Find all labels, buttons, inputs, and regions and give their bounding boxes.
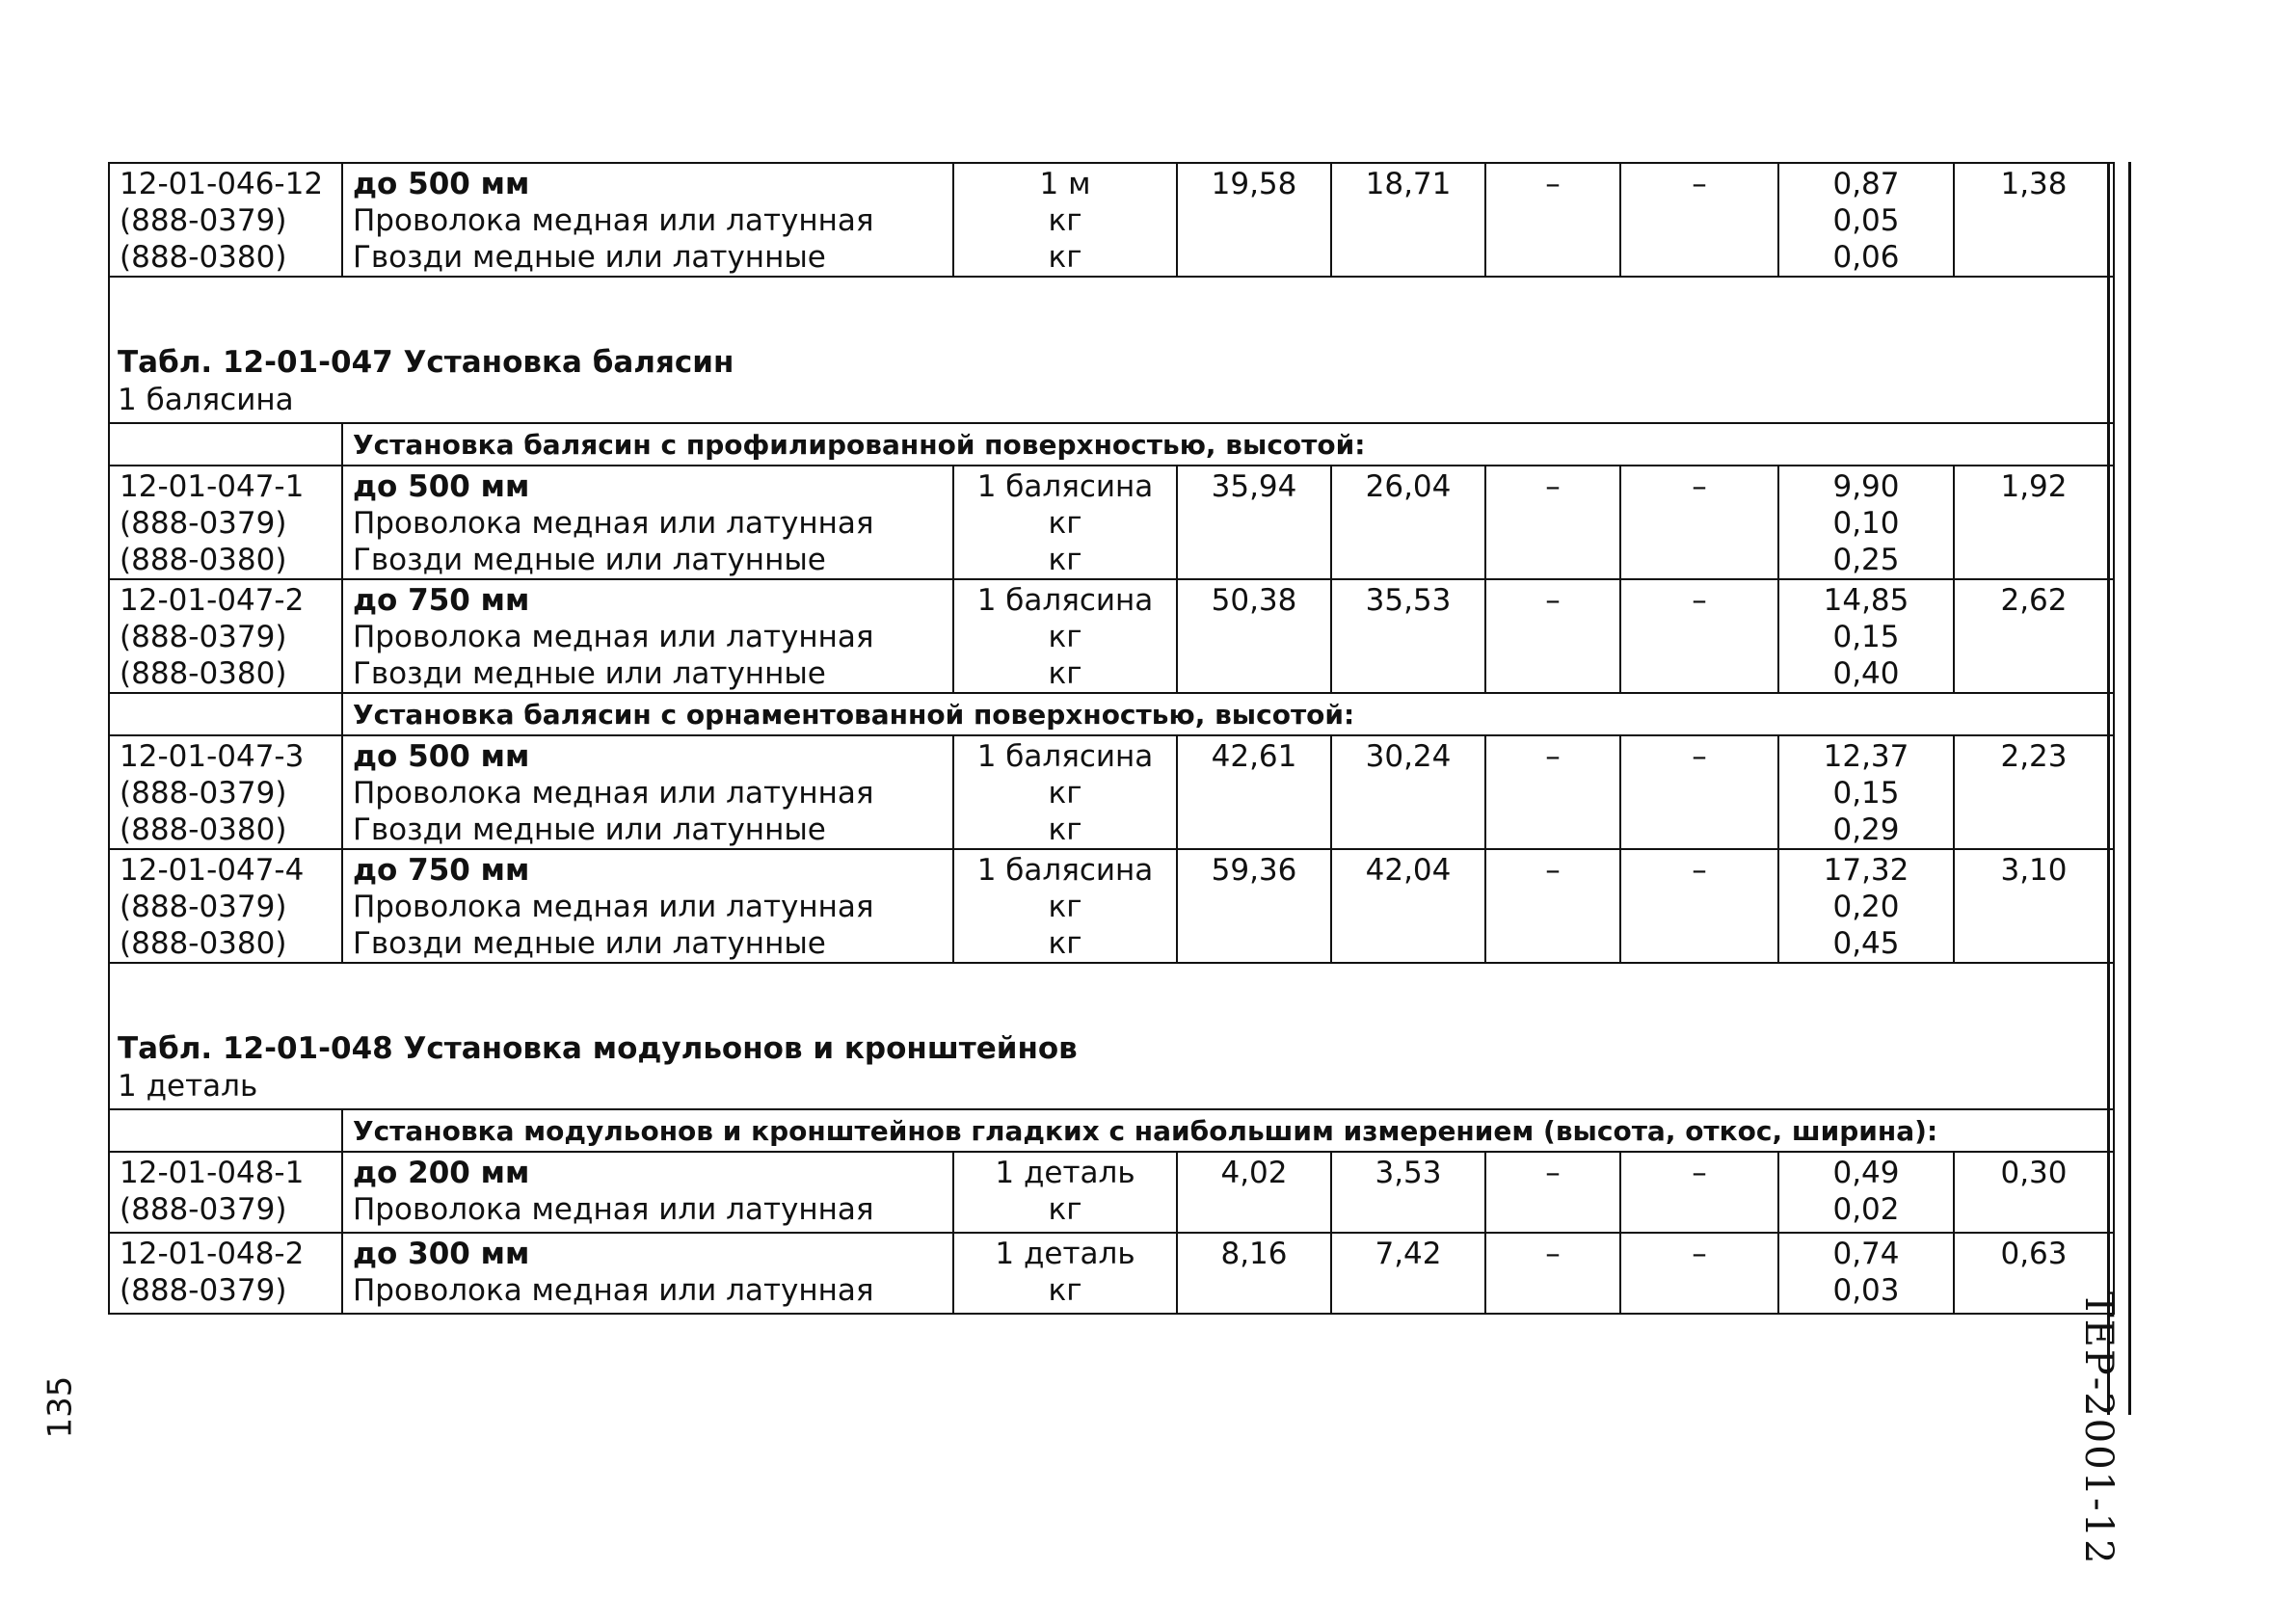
empty-cell [109, 423, 342, 466]
table-row [109, 466, 2114, 579]
subheader-cell [342, 423, 2114, 466]
value-cell: 26,04 [1331, 466, 1485, 579]
value-cell: – [1620, 579, 1778, 693]
value-cell: 42,04 [1331, 849, 1485, 963]
value-cell: 7,42 [1331, 1233, 1485, 1314]
value-cell: – [1485, 849, 1620, 963]
code-cell: 12-01-047-2 (888-0379) (888-0380) [109, 579, 342, 693]
value-cell: 59,36 [1177, 849, 1331, 963]
value-cell: – [1620, 735, 1778, 849]
subheader-text: Установка модульонов и кронштейнов гладких с наибольшим измерением (высота, откос, ширина): [353, 1115, 1938, 1147]
estimate-table [108, 162, 2115, 1315]
section-title: Табл. 12-01-047 Установка балясин [118, 345, 734, 380]
section-caption-row [109, 277, 2114, 423]
name-cell: до 200 мм Проволока медная или латунная [342, 1152, 953, 1233]
value-cell: 1,92 [1954, 466, 2114, 579]
value-cell: 2,23 [1954, 735, 2114, 849]
unit-cell: 1 балясина кг кг [953, 735, 1177, 849]
table-row [109, 849, 2114, 963]
value-cell: – [1485, 1152, 1620, 1233]
value-cell: 30,24 [1331, 735, 1485, 849]
unit-cell: 1 деталь кг [953, 1233, 1177, 1314]
unit-cell: 1 балясина кг кг [953, 579, 1177, 693]
value-cell: – [1485, 163, 1620, 277]
page-number: 135 [40, 1375, 80, 1439]
table-row [109, 163, 2114, 277]
code-cell: 12-01-047-3 (888-0379) (888-0380) [109, 735, 342, 849]
table-row [109, 579, 2114, 693]
value-cell: – [1620, 849, 1778, 963]
value-cell: – [1620, 1152, 1778, 1233]
value-cell: – [1485, 579, 1620, 693]
value-cell: 0,63 [1954, 1233, 2114, 1314]
side-title: ТЕР-2001-12 [2076, 1291, 2121, 1566]
name-cell: до 750 мм Проволока медная или латунная Гвозди медные или латунные [342, 849, 953, 963]
value-cell: 2,62 [1954, 579, 2114, 693]
value-cell: – [1620, 466, 1778, 579]
value-cell: – [1485, 735, 1620, 849]
subheader-cell [342, 693, 2114, 735]
name-cell: до 750 мм Проволока медная или латунная Гвозди медные или латунные [342, 579, 953, 693]
value-cell: 0,49 0,02 [1778, 1152, 1954, 1233]
value-cell: 8,16 [1177, 1233, 1331, 1314]
subheader-row [109, 693, 2114, 735]
value-cell: 4,02 [1177, 1152, 1331, 1233]
subheader-cell [342, 1109, 2114, 1152]
unit-cell: 1 балясина кг кг [953, 849, 1177, 963]
section-caption [109, 963, 2114, 1109]
name-cell: до 300 мм Проволока медная или латунная [342, 1233, 953, 1314]
section-caption [109, 277, 2114, 423]
value-cell: 0,30 [1954, 1152, 2114, 1233]
code-cell: 12-01-047-1 (888-0379) (888-0380) [109, 466, 342, 579]
value-cell: – [1620, 1233, 1778, 1314]
value-cell: – [1485, 1233, 1620, 1314]
unit-cell: 1 деталь кг [953, 1152, 1177, 1233]
value-cell: 9,90 0,10 0,25 [1778, 466, 1954, 579]
code-cell: 12-01-048-1 (888-0379) [109, 1152, 342, 1233]
section-caption-row [109, 963, 2114, 1109]
frame-line [2128, 162, 2131, 1415]
frame-line [2107, 162, 2110, 1415]
table-row [109, 735, 2114, 849]
code-cell: 12-01-048-2 (888-0379) [109, 1233, 342, 1314]
value-cell: 18,71 [1331, 163, 1485, 277]
value-cell: 3,10 [1954, 849, 2114, 963]
subheader-text: Установка балясин с профилированной поверхностью, высотой: [353, 429, 1366, 461]
code-cell: 12-01-047-4 (888-0379) (888-0380) [109, 849, 342, 963]
section-unit: 1 балясина [118, 383, 294, 417]
value-cell: 42,61 [1177, 735, 1331, 849]
value-cell: 19,58 [1177, 163, 1331, 277]
subheader-row [109, 1109, 2114, 1152]
unit-cell: 1 м кг кг [953, 163, 1177, 277]
name-cell: до 500 мм Проволока медная или латунная Гвозди медные или латунные [342, 735, 953, 849]
value-cell: 50,38 [1177, 579, 1331, 693]
code-cell: 12-01-046-12 (888-0379) (888-0380) [109, 163, 342, 277]
empty-cell [109, 1109, 342, 1152]
section-title: Табл. 12-01-048 Установка модульонов и кронштейнов [118, 1031, 1078, 1066]
value-cell: 17,32 0,20 0,45 [1778, 849, 1954, 963]
value-cell: – [1485, 466, 1620, 579]
table-row [109, 1233, 2114, 1314]
name-cell: до 500 мм Проволока медная или латунная Гвозди медные или латунные [342, 466, 953, 579]
value-cell: 35,94 [1177, 466, 1331, 579]
value-cell: 1,38 [1954, 163, 2114, 277]
value-cell: 0,74 0,03 [1778, 1233, 1954, 1314]
table-row [109, 1152, 2114, 1233]
value-cell: 12,37 0,15 0,29 [1778, 735, 1954, 849]
section-unit: 1 деталь [118, 1069, 258, 1104]
value-cell: 3,53 [1331, 1152, 1485, 1233]
subheader-text: Установка балясин с орнаментованной поверхностью, высотой: [353, 699, 1355, 731]
unit-cell: 1 балясина кг кг [953, 466, 1177, 579]
value-cell: 0,87 0,05 0,06 [1778, 163, 1954, 277]
empty-cell [109, 693, 342, 735]
value-cell: 35,53 [1331, 579, 1485, 693]
name-cell: до 500 мм Проволока медная или латунная Гвозди медные или латунные [342, 163, 953, 277]
subheader-row [109, 423, 2114, 466]
value-cell: – [1620, 163, 1778, 277]
value-cell: 14,85 0,15 0,40 [1778, 579, 1954, 693]
